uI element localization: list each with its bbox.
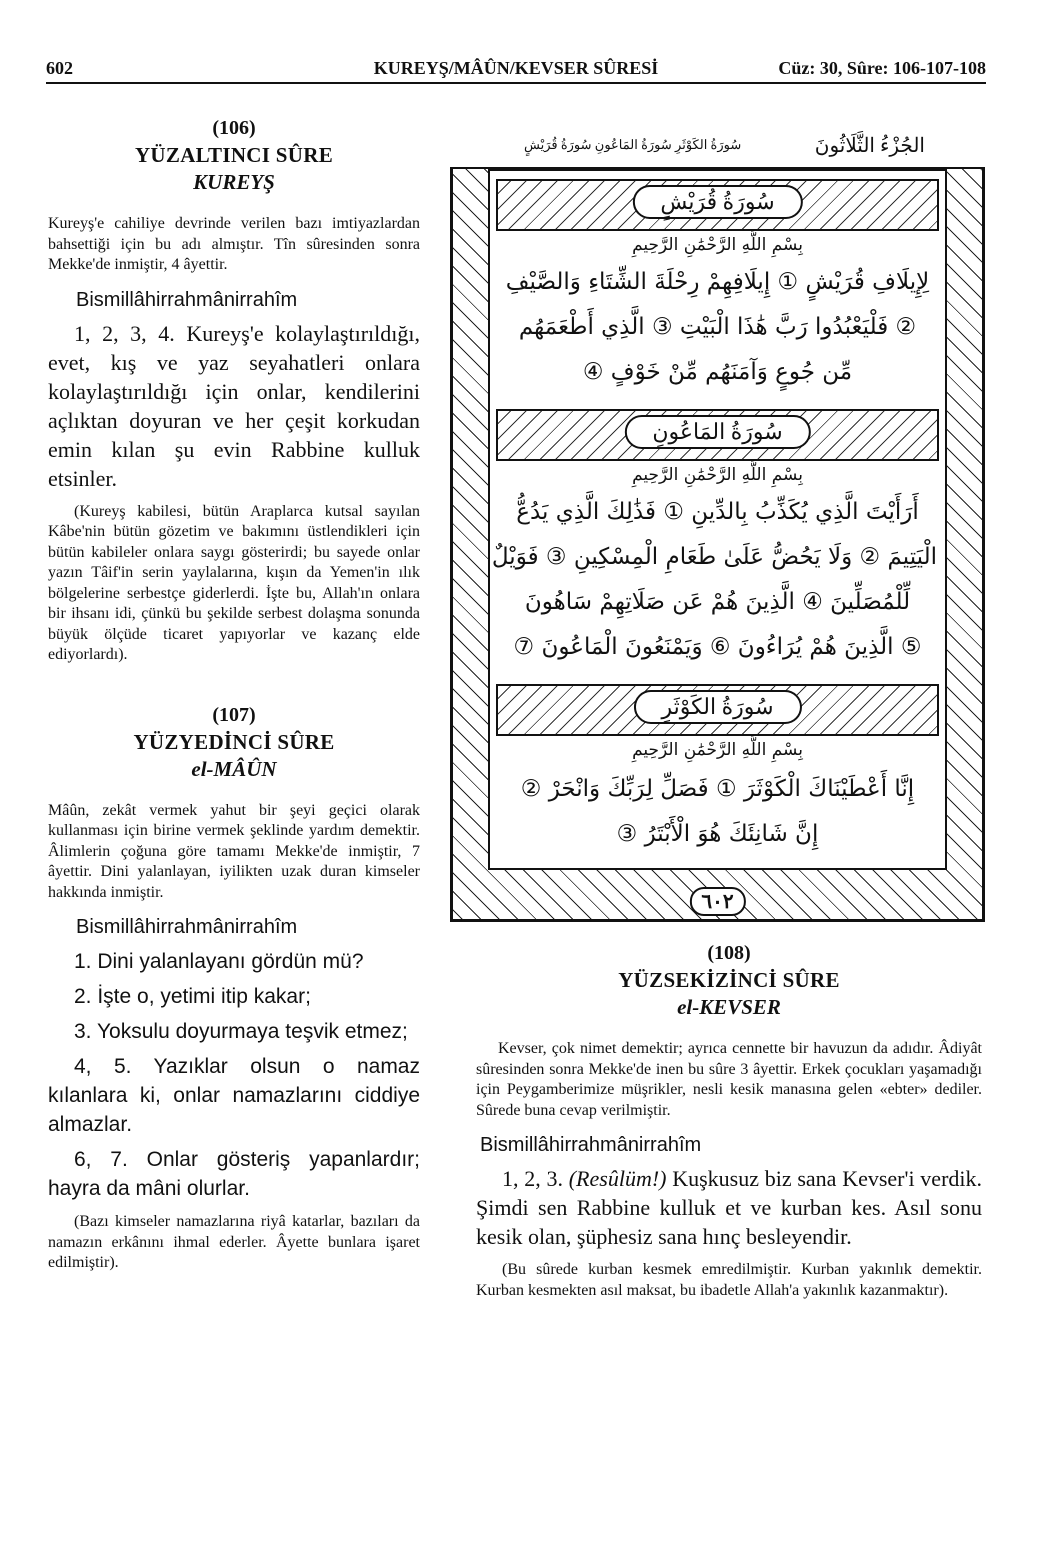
arabic-verse-line: أَرَأَيْتَ الَّذِي يُكَذِّبُ بِالدِّينِ ① فَذَٰلِكَ الَّذِي يَدُعُّ bbox=[516, 499, 919, 525]
surah-107-heading bbox=[48, 702, 420, 783]
arabic-verse-line: مِّن جُوعٍ وَآمَنَهُم مِّنْ خَوْفٍ ④ bbox=[582, 359, 853, 385]
surah-name: el-MÂÛN bbox=[191, 756, 277, 781]
running-title: KUREYŞ/MÂÛN/KEVSER SÛRESİ bbox=[373, 58, 659, 78]
juz-info: Cüz: 30, Sûre: 106-107-108 bbox=[778, 58, 986, 78]
surah-106-heading bbox=[48, 115, 420, 196]
arabic-basmala: بِسْمِ اللَّهِ الرَّحْمَٰنِ الرَّحِيمِ bbox=[632, 235, 803, 255]
arabic-verse-line: الْيَتِيمَ ② وَلَا يَحُضُّ عَلَىٰ طَعَامِ الْمِسْكِينِ ③ فَوَيْلٌ bbox=[491, 544, 937, 570]
surah-106-translation: 1, 2, 3, 4. Kureyş'e kolaylaştırıldığı, evet, kış ve yaz seyahatleri onlara kolaylaştırıldığı için onlar, kendilerini açlıktan doyuran ve her çeşit korkudan emin kılan şu evin Rabbine kulluk etsinler. bbox=[48, 320, 420, 491]
verse-numbers: 1, 2, 3. bbox=[502, 1166, 569, 1191]
mushaf-text-area bbox=[488, 169, 947, 870]
surah-band-title: سُورَةُ المَاعُونِ bbox=[624, 415, 810, 449]
surah-ordinal: YÜZSEKİZİNCİ SÛRE bbox=[618, 968, 840, 992]
surah-107-intro: Mâûn, zekât vermek yahut bir şeyi geçici olarak kullanması için birine vermek şeklinde yardım demektir. Âlimlerin çoğuna göre tamamı Mekke'de inmiştir, 7 âyettir. Dini yalanlayan, iyilikten uzak duran kimseler hakkında inmiştir. bbox=[48, 801, 420, 901]
right-column bbox=[476, 940, 982, 1301]
verse-item: 1. Dini yalanlayanı gördün mü? bbox=[74, 950, 364, 973]
arabic-verse-line: لِإِيلَافِ قُرَيْشٍ ① إِيلَافِهِمْ رِحْلَةَ الشِّتَاءِ وَالصَّيْفِ bbox=[505, 269, 930, 295]
surah-number: (107) bbox=[212, 703, 256, 726]
mushaf-surah-names: سُورَةُ الكَوْثَرِ سُورَةُ المَاعُونِ سُورَةُ قُرَيْشٍ bbox=[524, 137, 742, 152]
verse-item: 6, 7. Onlar gösteriş yapanlardır; hayra da mâni olurlar. bbox=[48, 1148, 420, 1200]
surah-ordinal: YÜZYEDİNCİ SÛRE bbox=[133, 729, 335, 754]
surah-band-kawthar bbox=[496, 684, 939, 736]
surah-name: KUREYŞ bbox=[193, 170, 275, 194]
verse-item: 2. İşte o, yetimi itip kakar; bbox=[74, 985, 311, 1008]
verse-item: 3. Yoksulu doyurmaya teşvik etmez; bbox=[74, 1020, 408, 1043]
surah-band-title: سُورَةُ قُرَيْشٍ bbox=[632, 185, 802, 219]
surah-106-basmala: Bismillâhirrahmânirrahîm bbox=[76, 288, 298, 311]
surah-108-basmala: Bismillâhirrahmânirrahîm bbox=[480, 1134, 702, 1156]
mushaf-page-image bbox=[450, 127, 985, 922]
surah-band-title: سُورَةُ الكَوْثَرِ bbox=[633, 690, 801, 724]
surah-108-explanation: (Bu sûrede kurban kesmek emredilmiştir. Kurban yakınlık demektir. Kurban kesmekten asıl maksat, bu ibadetle Allah'a yakınlık kazanmaktır). bbox=[476, 1261, 982, 1299]
surah-number: (106) bbox=[212, 117, 256, 139]
surah-106-explanation: (Kureyş kabilesi, bütün Araplarca kutsal sayılan Kâbe'nin bütün gözetim ve bakımını üstlendikleri için bütün kabileler onlara saygı gösterirdi; bu sayede onlar yazın Tâif'in serin yaylalarına, kışın da Yemen'in ılık bölgelerine serbestçe giderlerdi. İşte bu, Allah'ın onlara bir ihsanı idi, çünkü bu şekilde serbest dolaşma sonunda büyük ölçüde ticaret yapıyorlar ve kazanç elde ediyorlardı). bbox=[48, 502, 420, 663]
page-number: 602 bbox=[46, 58, 73, 78]
mushaf-top-strip bbox=[450, 127, 985, 169]
arabic-verse-line: لِّلْمُصَلِّينَ ④ الَّذِينَ هُمْ عَن صَلَاتِهِمْ سَاهُونَ bbox=[524, 589, 911, 615]
surah-number: (108) bbox=[707, 942, 751, 964]
addressee: (Resûlüm!) bbox=[568, 1166, 667, 1191]
surah-108-translation bbox=[476, 1164, 982, 1251]
arabic-basmala: بِسْمِ اللَّهِ الرَّحْمَٰنِ الرَّحِيمِ bbox=[632, 465, 803, 485]
arabic-verse-line: إِنَّا أَعْطَيْنَاكَ الْكَوْثَرَ ① فَصَلِّ لِرَبِّكَ وَانْحَرْ ② bbox=[520, 776, 915, 802]
page-header bbox=[46, 52, 986, 84]
arabic-verse-line: ② فَلْيَعْبُدُوا رَبَّ هَٰذَا الْبَيْتِ ③ الَّذِي أَطْعَمَهُم bbox=[518, 314, 917, 340]
arabic-verse-line: إِنَّ شَانِئَكَ هُوَ الْأَبْتَرُ ③ bbox=[616, 821, 819, 847]
mushaf-page-number: ٦٠٢ bbox=[689, 887, 745, 916]
left-column bbox=[48, 115, 420, 1274]
arabic-basmala: بِسْمِ اللَّهِ الرَّحْمَٰنِ الرَّحِيمِ bbox=[632, 740, 803, 760]
surah-108-intro: Kevser, çok nimet demektir; ayrıca cennette bir havuzun da adıdır. Âdiyât sûresinden sonra Mekke'de inen bu sûre 3 âyettir. Erkek çocukları yaşamadığı için Peygamberimize müşrikler, nesli kesik manasına gelen «ebter» dediler. Sûrede buna cevap verilmiştir. bbox=[476, 1040, 982, 1119]
surah-106-intro: Kureyş'e cahiliye devrinde verilen bazı imtiyazlardan bahsettiği için bu adı almıştır. Tîn sûresinden sonra Mekke'de inmiştir, 4 âyettir. bbox=[48, 215, 420, 273]
arabic-verse-line: ⑤ الَّذِينَ هُمْ يُرَاءُونَ ⑥ وَيَمْنَعُونَ الْمَاعُونَ ⑦ bbox=[513, 634, 922, 660]
surah-name: el-KEVSER bbox=[677, 995, 781, 1019]
translation-text: Kuşkusuz biz sana Kevser'i verdik. Şimdi sen Rabbine kulluk et ve kurban kes. Asıl sonu kesik olan, şüphesiz sana hınç besleyendir. bbox=[476, 1166, 983, 1249]
surah-band-quraysh bbox=[496, 179, 939, 231]
surah-band-maun bbox=[496, 409, 939, 461]
verse-item: 4, 5. Yazıklar olsun o namaz kılanlara ki, onlar namazlarını ciddiye almazlar. bbox=[48, 1055, 420, 1136]
surah-108-heading bbox=[476, 940, 982, 1021]
surah-107-explanation: (Bazı kimseler namazlarına riyâ katarlar, bazıları da namazın erkânını ihmal ederler. Âyette bunlara işaret edilmiştir). bbox=[48, 1213, 420, 1271]
surah-107-basmala: Bismillâhirrahmânirrahîm bbox=[76, 916, 298, 938]
mushaf-juz-label: الجُزْءُ الثَّلَاثُونَ bbox=[814, 135, 925, 157]
surah-ordinal: YÜZALTINCI SÛRE bbox=[134, 143, 334, 167]
